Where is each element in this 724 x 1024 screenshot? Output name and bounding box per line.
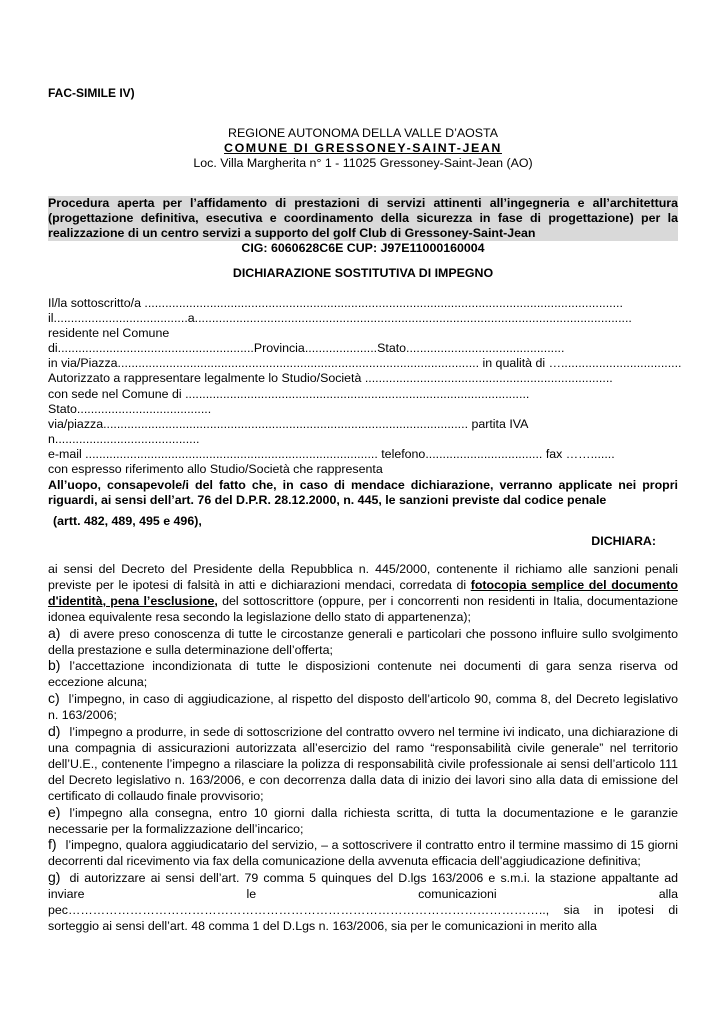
awareness-statement: All’uopo, consapevole/i del fatto che, in caso di mendace dichiarazione, verranno applicate nei propri riguardi, ai sensi dell’art. 76 del D.P.R. 28.12.2000, n. 445, le sanzioni previste dal codice penale <box>48 478 678 507</box>
item-text: l’accettazione incondizionata di tutte le disposizioni contenute nei documenti di gara senza riserva od eccezione alcuna; <box>48 659 678 690</box>
cig-cup-codes: CIG: 6060628C6E CUP: J97E11000160004 <box>241 241 485 255</box>
comune-address: Loc. Villa Margherita n° 1 - 11025 Gressoney-Saint-Jean (AO) <box>193 156 533 170</box>
item-letter: b) <box>48 657 61 674</box>
list-item <box>48 691 678 724</box>
list-item <box>48 626 678 659</box>
id-document-requirement: fotocopia semplice del documento d'identità, pena l’esclusione, <box>48 577 678 608</box>
item-letter: d) <box>48 723 61 740</box>
facsimile-label: FAC-SIMILE IV) <box>48 86 135 100</box>
item-text: l’impegno, in caso di aggiudicazione, al rispetto del disposto dell’articolo 90, comma 8, del Decreto legislativo n. 163/2006; <box>48 692 678 723</box>
comune-name: COMUNE DI GRESSONEY-SAINT-JEAN <box>224 141 502 155</box>
item-letter: a) <box>48 624 61 641</box>
item-text: l’impegno, qualora aggiudicatario del servizio, – a sottoscrivere il contratto entro il termine massimo di 15 giorni decorrenti dal ricevimento via fax della comunicazione della avvenuta efficacia dell’aggiudicazione definitiva; <box>48 838 678 869</box>
region-name: REGIONE AUTONOMA DELLA VALLE D’AOSTA <box>228 126 498 140</box>
procedure-title <box>48 196 678 256</box>
field-line: con sede nel Comune di .................................................................................................... <box>48 386 530 401</box>
procedure-text: Procedura aperta per l’affidamento di prestazioni di servizi attinenti all’ingegneria e all’architettura (progettazione definitiva, esecutiva e coordinamento della sicurezza in fase di progettazione) per la realizzazione di un centro servizi a supporto del golf Club di Gressoney-Saint-Jean <box>48 196 678 240</box>
item-letter: f) <box>48 836 57 853</box>
item-letter: e) <box>48 803 61 820</box>
intro-text: ai sensi del Decreto del Presidente della Repubblica n. 445/2000, contenente il richiamo alle sanzioni penali previste per le ipotesi di falsità in atti e dichiarazioni mendaci, corredata di <box>48 562 678 592</box>
item-text: di avere preso conoscenza di tutte le circostanze generali e particolari che possono influire sullo svolgimento della prestazione e sulla determinazione dell’offerta; <box>48 626 678 657</box>
field-line: via/piazza.......................................................................................................... partita IVA <box>48 416 529 431</box>
item-text: l’impegno a produrre, in sede di sottoscrizione del contratto ovvero nel termine ivi indicato, una dichiarazione di una compagnia di assicurazioni autorizzata all’esercizio del ramo “responsabilità civile generale” nel territorio dell’U.E., contenente l’impegno a rilasciare la polizza di responsabilità civile professionale ai sensi dell’articolo 111 del Decreto legislativo n. 163/2006, e con decorrenza dalla data di inizio dei lavori sino alla data di emissione del certificato di collaudo finale provvisorio; <box>48 725 678 803</box>
field-line: Stato....................................... <box>48 401 212 416</box>
field-line: il.......................................a............................................................................................................................... <box>48 311 632 326</box>
personal-data-fields <box>48 296 682 477</box>
declaration-body <box>48 562 678 935</box>
item-text: di autorizzare ai sensi dell’art. 79 comma 5 quinques del D.lgs 163/2006 e s.m.i. la stazione appaltante ad inviare le comunicazioni alla pec…………………………………………………………………………………………………….., sia in ipotesi di sorteggio ai sensi dell’art. 48 comma 1 del D.Lgs n. 163/2006, sia per le comunicazioni in merito alla <box>48 871 678 933</box>
list-item <box>48 724 678 805</box>
list-item <box>48 870 678 935</box>
intro-paragraph <box>48 562 678 626</box>
intro-text-end: del sottoscrittore (oppure, per i concorrenti non residenti in Italia, documentazione idonea equivalente resa secondo la legislazione dello stato di appartenenza); <box>48 593 678 624</box>
field-line: con espresso riferimento allo Studio/Società che rappresenta <box>48 462 383 477</box>
declaration-title: DICHIARAZIONE SOSTITUTIVA DI IMPEGNO <box>232 266 494 280</box>
item-text: l’impegno alla consegna, entro 10 giorni dalla richiesta scritta, di tutta la documentazione e le garanzie necessarie per la formalizzazione dell’incarico; <box>48 805 678 836</box>
item-letter: g) <box>48 869 61 886</box>
field-line: in via/Piazza......................................................................................................... in qualità di …................................... <box>48 356 682 371</box>
dichiara-heading: DICHIARA: <box>591 534 656 548</box>
list-item <box>48 805 678 838</box>
field-line: Il/la sottoscritto/a ........................................................................................................................................... <box>48 296 623 310</box>
articles-reference: (artt. 482, 489, 495 e 496), <box>53 514 202 528</box>
item-letter: c) <box>48 690 60 707</box>
field-line: residente nel Comune <box>48 326 170 341</box>
document-header <box>48 126 678 171</box>
field-line: di.........................................................Provincia.....................Stato.............................................. <box>48 341 565 356</box>
field-line: e-mail ..................................................................................... telefono.................................. fax ……....... <box>48 446 615 461</box>
list-item <box>48 837 678 870</box>
field-line: Autorizzato a rappresentare legalmente lo Studio/Società ........................................................................ <box>48 371 613 386</box>
list-item <box>48 658 678 691</box>
field-line: n.......................................... <box>48 431 200 446</box>
